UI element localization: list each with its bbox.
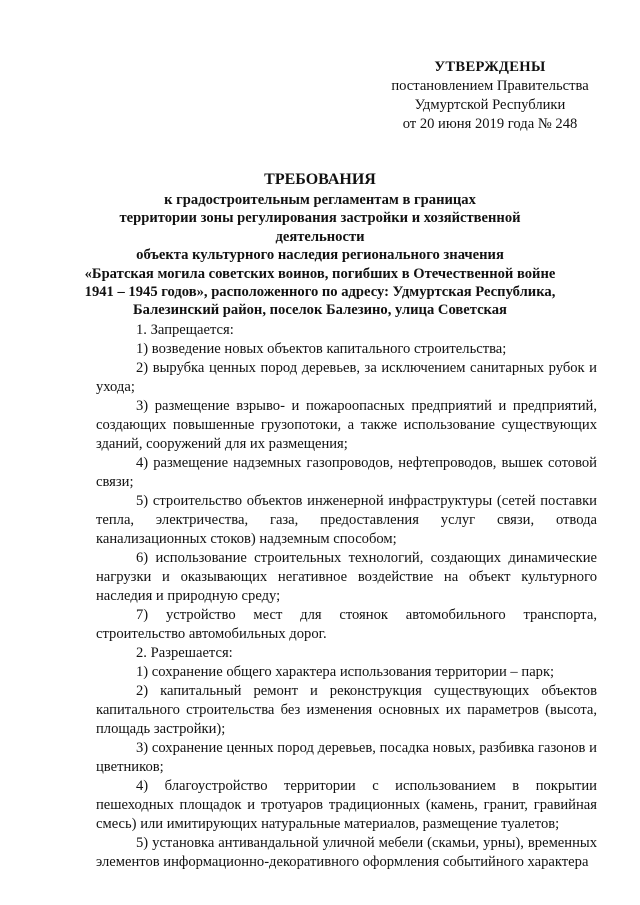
title-heading: ТРЕБОВАНИЯ — [264, 171, 376, 188]
approval-heading: УТВЕРЖДЕНЫ — [434, 59, 546, 75]
title-line: «Братская могила советских воинов, погибших в Отечественной войне — [84, 265, 556, 282]
list-item: 4) благоустройство территории с использованием в покрытии пешеходных площадок и тротуаров традиционных (камень, гранит, гравийная смесь) или имитирующих натуральные материалов, размещение туалетов; — [96, 778, 597, 832]
list-item: 7) устройство мест для стоянок автомобильного транспорта, строительство автомобильных дорог. — [96, 607, 597, 642]
list-item: 3) размещение взрыво- и пожароопасных предприятий и предприятий, создающих повышенные грузопотоки, а также использование существующих зданий, сооружений для их размещения; — [96, 398, 597, 452]
document-body — [96, 321, 597, 872]
title-line: территории зоны регулирования застройки и хозяйственной деятельности — [119, 210, 521, 245]
list-item: 5) строительство объектов инженерной инфраструктуры (сетей поставки тепла, электричества, газа, предоставления услуг связи, отвода канализационных стоков) надземным способом; — [96, 493, 597, 547]
list-item: 2) капитальный ремонт и реконструкция существующих объектов капитального строительства без изменения основных их параметров (высота, площадь застройки); — [96, 683, 597, 737]
list-item: 3) сохранение ценных пород деревьев, посадка новых, разбивка газонов и цветников; — [96, 740, 597, 775]
approval-line: от 20 июня 2019 года № 248 — [402, 116, 578, 132]
document-title — [80, 170, 560, 320]
list-item: 5) установка антивандальной уличной мебели (скамьи, урны), временных элементов информационно-декоративного оформления событийного характера — [96, 835, 597, 870]
title-line: 1941 – 1945 годов», расположенного по адресу: Удмуртская Республика, — [84, 284, 556, 301]
title-line: Балезинский район, поселок Балезино, улица Советская — [133, 302, 507, 319]
title-line: объекта культурного наследия регионального значения — [136, 247, 504, 264]
list-item: 1) возведение новых объектов капитального строительства; — [136, 341, 507, 357]
approval-line: постановлением Правительства — [391, 78, 589, 94]
section-heading-prohibited: 1. Запрещается: — [136, 322, 234, 338]
list-item: 4) размещение надземных газопроводов, нефтепроводов, вышек сотовой связи; — [96, 455, 597, 490]
approval-line: Удмуртской Республики — [414, 97, 566, 113]
title-line: к градостроительным регламентам в границах — [164, 192, 476, 208]
approval-stamp — [390, 58, 590, 134]
section-heading-allowed: 2. Разрешается: — [136, 645, 233, 661]
list-item: 6) использование строительных технологий, создающих динамические нагрузки и оказывающих негативное воздействие на объект культурного наследия и природную среду; — [96, 550, 597, 604]
list-item: 2) вырубка ценных пород деревьев, за исключением санитарных рубок и ухода; — [96, 360, 597, 395]
list-item: 1) сохранение общего характера использования территории – парк; — [136, 664, 555, 680]
